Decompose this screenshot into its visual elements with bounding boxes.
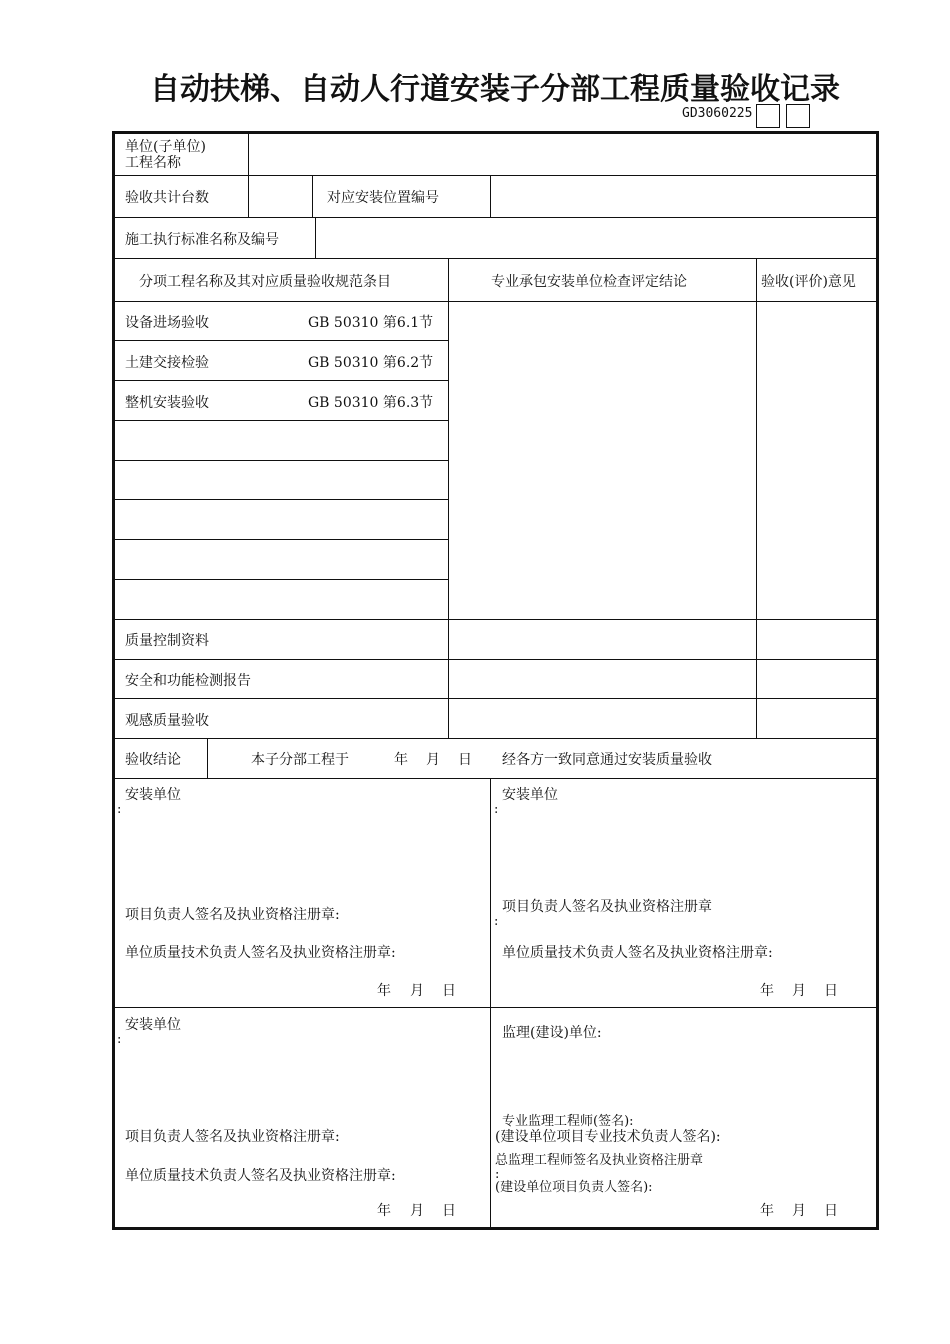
form-title: 自动扶梯、自动人行道安装子分部工程质量验收记录 <box>150 72 840 107</box>
code-box-2[interactable] <box>786 104 810 128</box>
item-3-name: 整机安装验收 <box>125 395 209 411</box>
col-divider <box>490 175 491 217</box>
verdict-year: 年 <box>394 752 408 768</box>
appearance-label: 观感质量验收 <box>125 713 209 729</box>
row-divider <box>115 778 876 779</box>
date-day-2: 日 <box>824 983 838 999</box>
verdict-suffix: 经各方一致同意通过安装质量验收 <box>502 752 712 768</box>
date-year-2: 年 <box>760 983 774 999</box>
standard-field[interactable] <box>320 220 870 256</box>
date-day-1: 日 <box>442 983 456 999</box>
opinion-field[interactable] <box>761 304 871 616</box>
form-code: GD3060225 <box>682 106 753 121</box>
row-divider <box>115 698 876 699</box>
install-unit-label-1: 安装单位 <box>125 787 181 803</box>
code-box-1[interactable] <box>756 104 780 128</box>
quality-lead-label-1: 单位质量技术负责人签名及执业资格注册章: <box>125 945 396 961</box>
verdict-label: 验收结论 <box>125 752 181 768</box>
owner-lead-label: (建设单位项目负责人签名): <box>495 1180 653 1195</box>
row-divider <box>115 258 876 259</box>
position-no-field[interactable] <box>495 178 871 214</box>
conclusion-field[interactable] <box>453 304 753 616</box>
col-header-item: 分项工程名称及其对应质量验收规范条目 <box>139 274 391 290</box>
quality-lead-label-3: 单位质量技术负责人签名及执业资格注册章: <box>125 1168 396 1184</box>
row-divider <box>115 738 876 739</box>
col-header-opinion: 验收(评价)意见 <box>761 274 856 290</box>
date-year-3: 年 <box>377 1203 391 1219</box>
quality-lead-label-2: 单位质量技术负责人签名及执业资格注册章: <box>502 945 773 961</box>
date-month-1: 月 <box>410 983 424 999</box>
col-divider <box>448 258 449 738</box>
quality-control-label: 质量控制资料 <box>125 633 209 649</box>
install-unit-label-2: 安装单位 <box>502 787 558 803</box>
project-lead-label-3: 项目负责人签名及执业资格注册章: <box>125 1129 340 1145</box>
verdict-month: 月 <box>426 752 440 768</box>
supervision-unit-label: 监理(建设)单位: <box>502 1025 602 1041</box>
row-divider <box>115 579 448 580</box>
project-lead-label-1: 项目负责人签名及执业资格注册章: <box>125 907 340 923</box>
row-divider <box>115 1007 876 1008</box>
owner-tech-lead-label: (建设单位项目专业技术负责人签名): <box>495 1129 721 1145</box>
item-2-ref: GB 50310 第6.2节 <box>308 355 434 371</box>
project-lead-colon-2: : <box>494 914 499 929</box>
row-divider <box>115 619 876 620</box>
row-divider <box>115 460 448 461</box>
unit-name-field[interactable] <box>254 134 872 174</box>
row-divider <box>115 659 876 660</box>
total-units-field[interactable] <box>253 178 309 214</box>
position-no-label: 对应安装位置编号 <box>327 190 439 206</box>
install-unit-label-3: 安装单位 <box>125 1017 181 1033</box>
col-divider <box>490 778 491 1227</box>
date-month-3: 月 <box>410 1203 424 1219</box>
chief-supervisor-label: 总监理工程师签名及执业资格注册章 <box>495 1153 704 1168</box>
row-divider <box>115 539 448 540</box>
col-divider <box>315 217 316 258</box>
row-divider <box>115 340 448 341</box>
verdict-day: 日 <box>458 752 472 768</box>
col-divider <box>248 134 249 175</box>
date-month-2: 月 <box>792 983 806 999</box>
project-lead-label-2: 项目负责人签名及执业资格注册章 <box>502 899 712 915</box>
row-divider <box>115 301 876 302</box>
row-divider <box>115 175 876 176</box>
unit-name-label-1: 单位(子单位) <box>125 139 206 155</box>
form-table <box>112 131 879 1230</box>
standard-label: 施工执行标准名称及编号 <box>125 232 279 248</box>
col-divider <box>248 175 249 217</box>
item-2-name: 土建交接检验 <box>125 355 209 371</box>
install-unit-colon-2: : <box>494 802 499 817</box>
date-month-4: 月 <box>792 1203 806 1219</box>
install-unit-colon-3: : <box>117 1032 122 1047</box>
col-divider <box>756 258 757 738</box>
chief-supervisor-colon: : <box>495 1167 500 1182</box>
verdict-prefix: 本子分部工程于 <box>251 752 349 768</box>
install-unit-colon-1: : <box>117 802 122 817</box>
col-divider <box>312 175 313 217</box>
row-divider <box>115 420 448 421</box>
unit-name-label-2: 工程名称 <box>125 155 181 171</box>
row-divider <box>115 217 876 218</box>
date-year-4: 年 <box>760 1203 774 1219</box>
item-1-name: 设备进场验收 <box>125 315 209 331</box>
item-3-ref: GB 50310 第6.3节 <box>308 395 434 411</box>
date-day-3: 日 <box>442 1203 456 1219</box>
row-divider <box>115 499 448 500</box>
row-divider <box>115 380 448 381</box>
col-header-conclusion: 专业承包安装单位检查评定结论 <box>491 274 687 290</box>
total-units-label: 验收共计台数 <box>125 190 209 206</box>
item-1-ref: GB 50310 第6.1节 <box>308 315 434 331</box>
date-day-4: 日 <box>824 1203 838 1219</box>
col-divider <box>207 738 208 778</box>
safety-report-label: 安全和功能检测报告 <box>125 673 251 689</box>
date-year-1: 年 <box>377 983 391 999</box>
supervisor-label: 专业监理工程师(签名): <box>502 1114 634 1129</box>
